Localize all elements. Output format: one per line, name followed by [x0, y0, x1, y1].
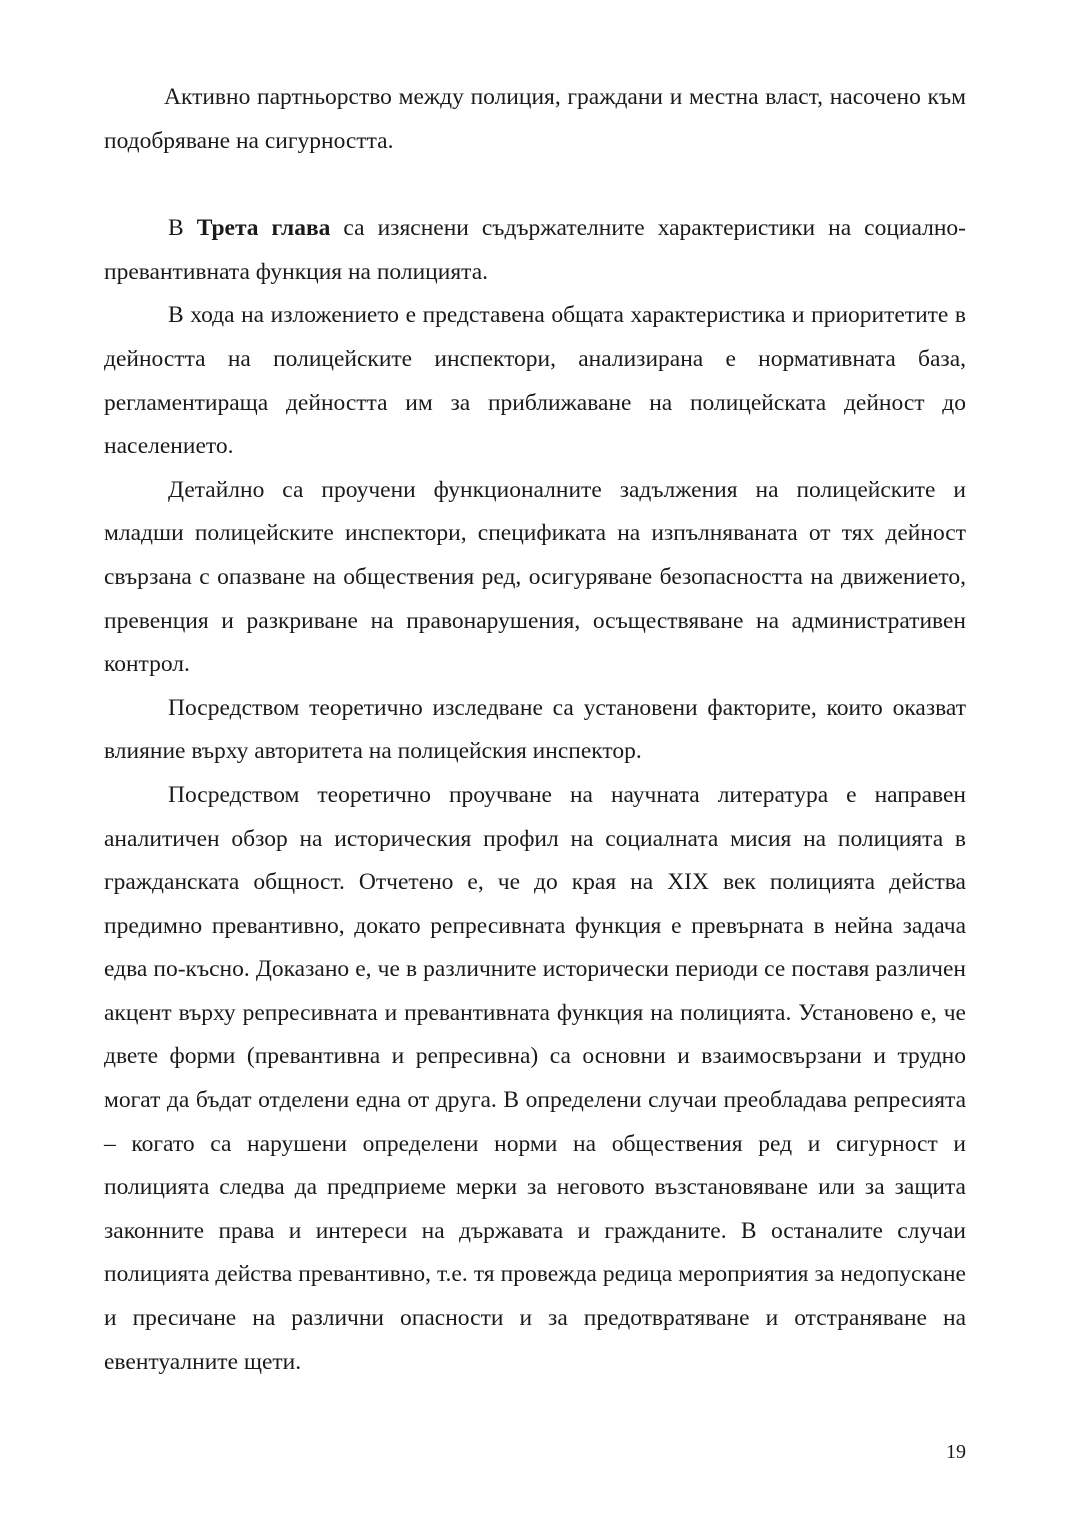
body-paragraph: Посредством теоретично проучване на научната литература е направен аналитичен обзор на историческия профил на социалната мисия на полицията в гражданската общност. Отчетено е, че до края на XIX век полицията действа предимно превантивно, докато репресивната функция е превърната в нейна задача едва по-късно. Доказано е, че в различните исторически периоди се поставя различен акцент върху репресивната и превантивната функция на полицията. Установено е, че двете форми (превантивна и репресивна) са основни и взаимосвързани и трудно могат да бъдат отделени една от друга. В определени случаи преобладава репресията – когато са нарушени определени норми на обществения ред и сигурност и полицията следва да предприеме мерки за неговото възстановяване или за защита законните права и интереси на държавата и гражданите. В останалите случаи полицията действа превантивно, т.е. тя провежда редица мероприятия за недопускане и пресичане на различни опасности и за предотвратяване и отстраняване на евентуалните щети.	[104, 781, 966, 1375]
document-page	[104, 76, 966, 1384]
paragraph-gap	[104, 163, 966, 207]
page-number: 19	[946, 1441, 966, 1463]
chapter-paragraph	[104, 207, 966, 294]
body-paragraph: Детайлно са проучени функционалните задължения на полицейските и младши полицейските инспектори, спецификата на изпълняваната от тях дейност свързана с опазване на обществения ред, осигуряване безопасността на движението, превенция и разкриване на правонарушения, осъществяване на административен контрол.	[104, 476, 966, 678]
chapter-title-bold: Трета глава	[196, 215, 331, 242]
intro-paragraph: Активно партньорство между полиция, граждани и местна власт, насочено към подобряване на сигурността.	[104, 84, 966, 154]
chapter-prefix: В	[168, 215, 197, 242]
body-paragraph: В хода на изложението е представена общата характеристика и приоритетите в дейността на полицейските инспектори, анализирана е нормативната база, регламентираща дейността им за приближаване на полицейската дейност до населението.	[104, 302, 966, 460]
body-paragraph: Посредством теоретично изследване са установени факторите, които оказват влияние върху авторитета на полицейския инспектор.	[104, 694, 966, 765]
chapter-suffix: са изяснени съдържателните характеристики на социално- превантивната функция на полицията.	[104, 215, 966, 285]
